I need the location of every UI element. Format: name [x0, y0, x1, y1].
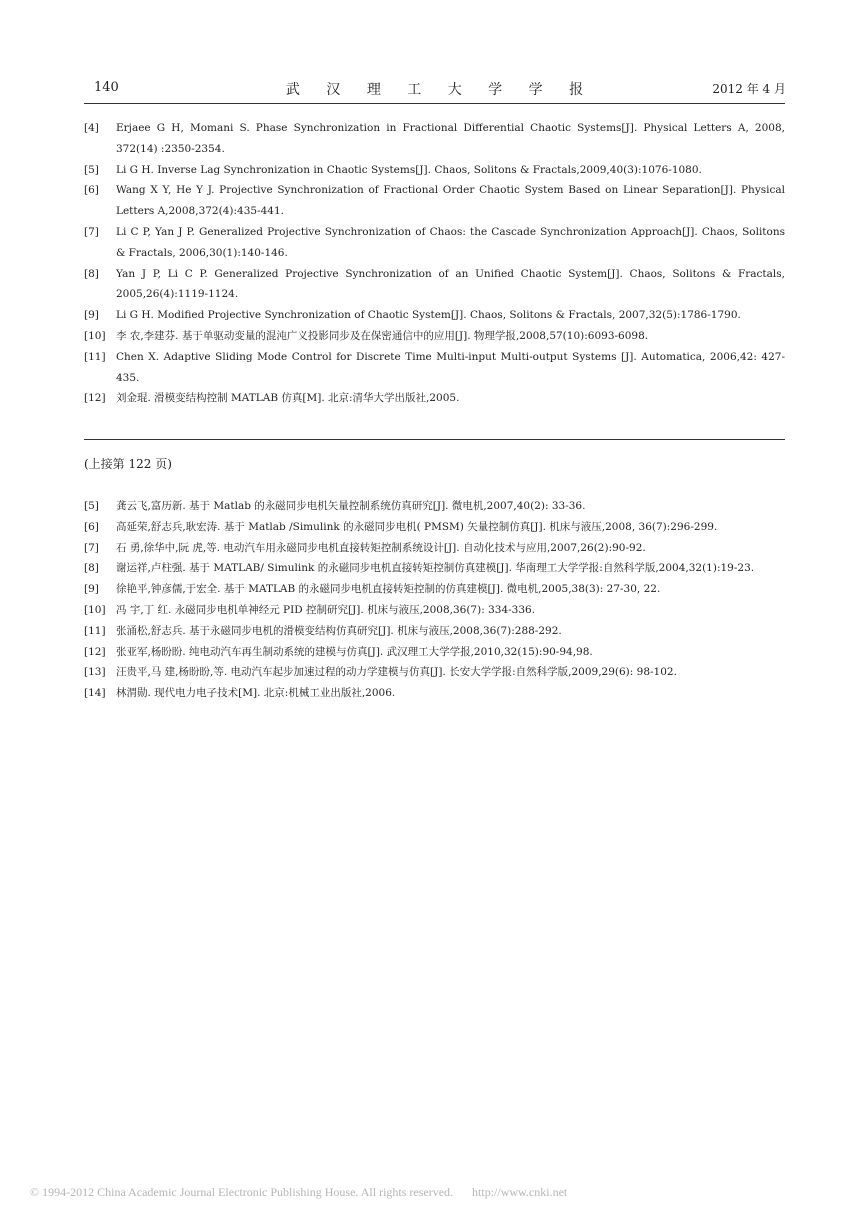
reference-number: [7] — [84, 541, 99, 554]
reference-list-2 — [84, 496, 785, 704]
reference-item — [84, 118, 785, 160]
reference-item — [84, 558, 785, 579]
reference-number: [4] — [84, 122, 99, 134]
reference-text: 刘金琨. 滑模变结构控制 MATLAB 仿真[M]. 北京:清华大学出版社,2005. — [116, 392, 460, 405]
issue-date: 2012 年 4 月 — [712, 82, 786, 96]
page-footer — [30, 1185, 583, 1200]
reference-text: 谢运祥,卢柱强. 基于 MATLAB/ Simulink 的永磁同步电机直接转矩控制仿真建模[J]. 华南理工大学学报:自然科学版,2004,32(1):19-23. — [116, 562, 755, 575]
reference-item — [84, 642, 785, 663]
reference-item — [84, 517, 785, 538]
reference-number: [11] — [84, 350, 106, 363]
reference-text: 张亚军,杨盼盼. 纯电动汽车再生制动系统的建模与仿真[J]. 武汉理工大学学报,2010,32(15):90-94,98. — [116, 645, 593, 658]
reference-text: Yan J P, Li C P. Generalized Projective Synchronization of an Unified Chaotic System[J]. Chaos, Solitons & Fractals, 2005,26(4):1119-1124. — [116, 267, 785, 301]
page-header — [94, 78, 786, 102]
reference-number: [11] — [84, 624, 106, 637]
reference-text: Li G H. Inverse Lag Synchronization in Chaotic Systems[J]. Chaos, Solitons & Fractals,2009,40(3):1076-1080. — [116, 163, 702, 176]
reference-number: [8] — [84, 267, 99, 280]
reference-number: [8] — [84, 562, 99, 575]
section-divider — [84, 439, 785, 440]
reference-number: [10] — [84, 329, 106, 342]
reference-number: [12] — [84, 645, 106, 658]
reference-item — [84, 621, 785, 642]
reference-text: 林渭勋. 现代电力电子技术[M]. 北京:机械工业出版社,2006. — [116, 687, 396, 700]
reference-item — [84, 160, 785, 181]
reference-list-1 — [84, 118, 785, 409]
reference-item — [84, 222, 785, 264]
reference-number: [6] — [84, 520, 99, 533]
reference-text: Erjaee G H, Momani S. Phase Synchronization in Fractional Differential Chaotic Systems[J]. Physical Letters A, 2008, 372(14) :2350-2354. — [116, 122, 785, 155]
copyright-text: © 1994-2012 China Academic Journal Electronic Publishing House. All rights reserved. — [30, 1185, 454, 1199]
reference-item — [84, 662, 785, 683]
reference-number: [12] — [84, 392, 106, 405]
reference-text: Wang X Y, He Y J. Projective Synchronization of Fractional Order Chaotic System Based on Linear Separation[J]. Physical Letters A,2008,372(4):435-441. — [116, 184, 785, 218]
reference-number: [6] — [84, 184, 99, 197]
reference-item — [84, 347, 785, 389]
reference-item — [84, 180, 785, 222]
reference-number: [10] — [84, 603, 106, 616]
reference-number: [5] — [84, 163, 99, 176]
reference-text: 高延荣,舒志兵,耿宏涛. 基于 Matlab /Simulink 的永磁同步电机( PMSM) 矢量控制仿真[J]. 机床与液压,2008, 36(7):296-299. — [116, 520, 718, 533]
header-rule — [84, 103, 785, 104]
reference-item — [84, 538, 785, 559]
reference-item — [84, 579, 785, 600]
reference-text: 汪贵平,马 建,杨盼盼,等. 电动汽车起步加速过程的动力学建模与仿真[J]. 长安大学学报:自然科学版,2009,29(6): 98-102. — [116, 666, 677, 679]
reference-item — [84, 600, 785, 621]
page-number: 140 — [94, 80, 119, 95]
reference-text: 冯 宇,丁 红. 永磁同步电机单神经元 PID 控制研究[J]. 机床与液压,2008,36(7): 334-336. — [116, 603, 536, 616]
reference-number: [7] — [84, 225, 99, 238]
reference-text: 石 勇,徐华中,阮 虎,等. 电动汽车用永磁同步电机直接转矩控制系统设计[J]. 自动化技术与应用,2007,26(2):90-92. — [116, 541, 646, 554]
reference-text: Li G H. Modified Projective Synchronization of Chaotic System[J]. Chaos, Solitons & Fractals, 2007,32(5):1786-1790. — [116, 309, 741, 322]
reference-item — [84, 496, 785, 517]
reference-number: [5] — [84, 500, 99, 512]
reference-text: 张涌松,舒志兵. 基于永磁同步电机的滑模变结构仿真研究[J]. 机床与液压,2008,36(7):288-292. — [116, 624, 562, 637]
reference-number: [9] — [84, 309, 99, 322]
reference-item — [84, 388, 785, 409]
reference-item — [84, 264, 785, 306]
reference-number: [13] — [84, 666, 106, 679]
reference-item — [84, 305, 785, 326]
reference-number: [9] — [84, 583, 99, 596]
reference-text: 龚云飞,富历新. 基于 Matlab 的永磁同步电机矢量控制系统仿真研究[J]. 微电机,2007,40(2): 33-36. — [116, 500, 586, 512]
footer-url: http://www.cnki.net — [472, 1185, 568, 1199]
continued-note: (上接第 122 页) — [84, 457, 172, 471]
reference-number: [14] — [84, 687, 106, 700]
reference-text: 徐艳平,钟彦儒,于宏全. 基于 MATLAB 的永磁同步电机直接转矩控制的仿真建模[J]. 微电机,2005,38(3): 27-30, 22. — [116, 583, 661, 596]
reference-item — [84, 326, 785, 347]
journal-title: 武 汉 理 工 大 学 学 报 — [285, 82, 595, 98]
reference-item — [84, 683, 785, 704]
reference-text: Li C P, Yan J P. Generalized Projective Synchronization of Chaos: the Cascade Synchronization Approach[J]. Chaos, Solitons & Fractals, 2006,30(1):140-146. — [116, 225, 785, 259]
reference-text: 李 农,李建芬. 基于单驱动变量的混沌广义投影同步及在保密通信中的应用[J]. 物理学报,2008,57(10):6093-6098. — [116, 329, 649, 342]
reference-text: Chen X. Adaptive Sliding Mode Control for Discrete Time Multi-input Multi-output Systems [J]. Automatica, 2006,42: 427-435. — [116, 350, 785, 384]
